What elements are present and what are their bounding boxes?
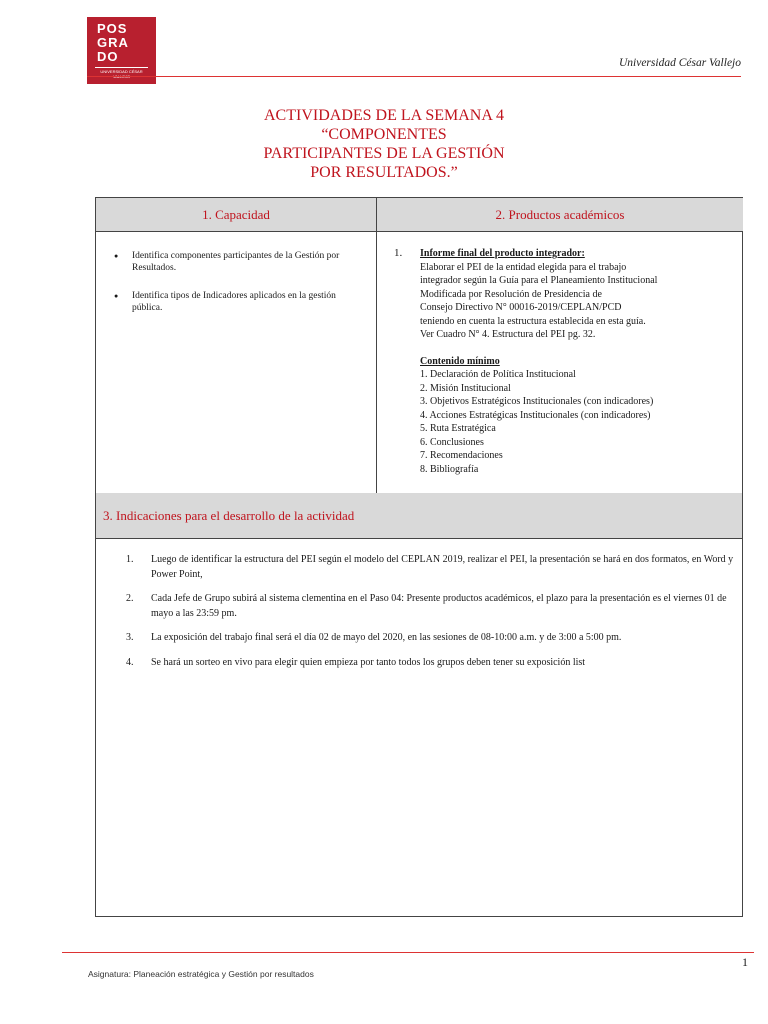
capacity-header: 1. Capacidad <box>96 198 376 231</box>
content-item: 2. Misión Institucional <box>420 382 511 394</box>
logo-line-1: POS <box>97 21 128 36</box>
content-item: 5. Ruta Estratégica <box>420 423 496 434</box>
indication-number: 2. <box>126 593 134 604</box>
product-line: Consejo Directivo N° 00016-2019/CEPLAN/PCD <box>420 302 622 313</box>
content-item: 7. Recomendaciones <box>420 450 503 461</box>
subject-footer: Asignatura: Planeación estratégica y Gestión por resultados <box>88 969 314 979</box>
header-divider <box>87 76 741 77</box>
activity-title: ACTIVIDADES DE LA SEMANA 4 <box>264 107 504 124</box>
indication-number: 3. <box>126 632 134 643</box>
topic-title-line-2: PARTICIPANTES DE LA GESTIÓN <box>263 145 505 162</box>
indication-text: Luego de identificar la estructura del PEI según el modelo del CEPLAN 2019, realizar el PEI, la presentación se hará en dos formatos, en Word y Power Point, <box>151 554 734 580</box>
product-line: Elaborar el PEI de la entidad elegida para el trabajo <box>420 261 627 273</box>
topic-title-line-1: “COMPONENTES <box>321 126 447 143</box>
footer-divider <box>62 952 754 953</box>
activity-table <box>95 197 743 917</box>
product-line: Ver Cuadro N° 4. Estructura del PEI pg. 32. <box>420 329 596 340</box>
logo-line-2: GRA <box>97 35 129 50</box>
logo-line-3: DO <box>97 49 119 64</box>
product-line: integrador según la Guía para el Planeamiento Institucional <box>420 275 658 286</box>
content-item: 1. Declaración de Política Institucional <box>420 369 576 380</box>
indication-text: Cada Jefe de Grupo subirá al sistema clementina en el Paso 04: Presente productos académicos, el plazo para la presentación es el viernes 01 de mayo a las 23:59 pm. <box>151 593 727 619</box>
product-line: teniendo en cuenta la estructura establecida en esta guía. <box>420 315 646 327</box>
topic-title-line-3: POR RESULTADOS.” <box>310 164 458 181</box>
indication-item <box>118 631 738 646</box>
indication-item <box>118 592 738 621</box>
university-name: Universidad César Vallejo <box>618 57 741 69</box>
products-header: 2. Productos académicos <box>377 198 743 231</box>
indication-item <box>118 553 738 582</box>
content-item: 6. Conclusiones <box>420 436 484 448</box>
capacity-list <box>110 250 360 330</box>
content-heading: Contenido mínimo <box>420 355 500 367</box>
indications-list <box>118 553 738 680</box>
content-item: 8. Bibliografía <box>420 463 479 475</box>
posgrado-logo <box>87 17 156 84</box>
indications-header: 3. Indicaciones para el desarrollo de la actividad <box>96 493 742 538</box>
product-line: Modificada por Resolución de Presidencia de <box>420 288 602 300</box>
indication-text: La exposición del trabajo final será el día 02 de mayo del 2020, en las sesiones de 08-10:00 a.m. y de 3:00 a 5:00 pm. <box>151 632 622 643</box>
header-row-divider <box>96 231 742 232</box>
product-title: Informe final del producto integrador: <box>420 248 585 259</box>
indication-number: 1. <box>126 554 134 565</box>
logo-subtitle: UNIVERSIDAD CÉSAR VALLEJO <box>95 67 148 79</box>
page-number: 1 <box>742 955 748 969</box>
indication-text: Se hará un sorteo en vivo para elegir quien empieza por tanto todos los grupos deben tener su exposición list <box>151 656 586 668</box>
page-title-block <box>0 106 768 182</box>
capacity-item: ● Identifica componentes participantes de la Gestión por Resultados. <box>110 250 360 274</box>
product-number: 1. <box>394 247 403 259</box>
indication-item <box>118 656 738 671</box>
section3-bottom-border <box>96 538 742 539</box>
content-item: 4. Acciones Estratégicas Institucionales (con indicadores) <box>420 409 651 421</box>
product-block <box>394 247 735 476</box>
content-item: 3. Objetivos Estratégicos Institucionales (con indicadores) <box>420 396 654 407</box>
indication-number: 4. <box>126 656 134 668</box>
capacity-item: ● Identifica tipos de Indicadores aplicados en la gestión pública. <box>110 290 360 314</box>
column-divider <box>376 198 377 493</box>
product-description <box>405 261 735 477</box>
